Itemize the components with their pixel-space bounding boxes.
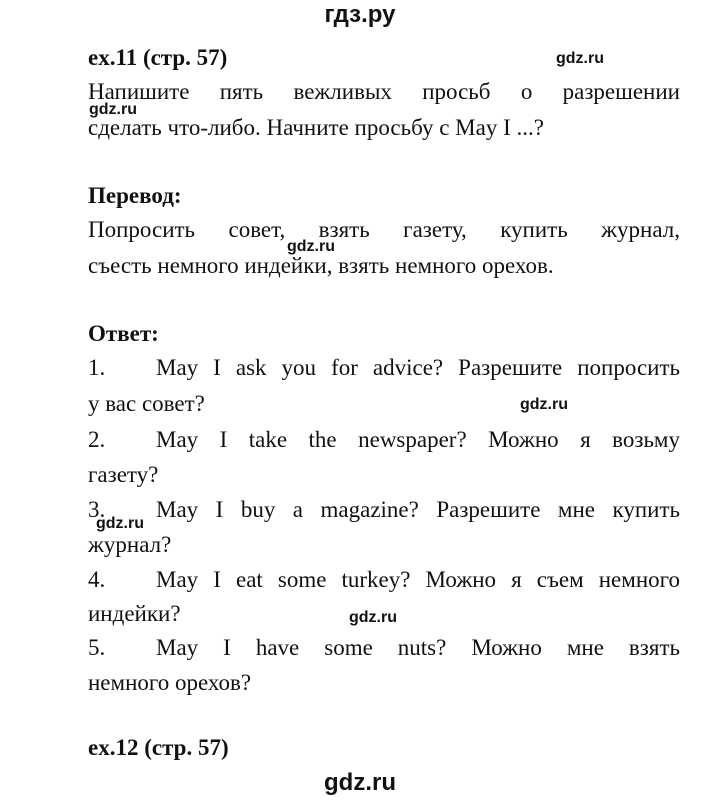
- watermark: gdz.ru: [349, 609, 397, 626]
- answer-item-line: газету?: [88, 462, 159, 487]
- translation-line-2: съесть немного индейки, взять немного орехов.: [88, 253, 554, 278]
- answer-item-line: May I take the newspaper? Можно я возьму: [156, 427, 680, 452]
- watermark: gdz.ru: [556, 50, 604, 67]
- answer-heading: Ответ:: [88, 321, 159, 346]
- site-footer: gdz.ru: [324, 769, 396, 796]
- next-exercise-title: ex.12 (стр. 57): [88, 735, 229, 760]
- answer-item-number: 2.: [88, 427, 106, 452]
- answer-item-line: May I ask you for advice? Разрешите попросить: [156, 355, 680, 380]
- answer-item-line: у вас совет?: [88, 391, 205, 416]
- task-line-1: Напишите пять вежливых просьб о разрешении: [88, 79, 680, 104]
- watermark: gdz.ru: [520, 396, 568, 413]
- answer-item-line: индейки?: [88, 601, 181, 626]
- answer-item-line: May I buy a magazine? Разрешите мне купить: [156, 497, 680, 522]
- answer-item-number: 4.: [88, 567, 106, 592]
- exercise-title: ex.11 (стр. 57): [88, 45, 228, 70]
- answer-item-line: журнал?: [88, 532, 172, 557]
- answer-item-number: 3.: [88, 497, 106, 522]
- watermark: gdz.ru: [287, 238, 335, 255]
- task-line-2: сделать что-либо. Начните просьбу с May I ...?: [88, 115, 544, 140]
- answer-item-line: May I eat some turkey? Можно я съем немного: [156, 567, 680, 592]
- translation-line-1: Попросить совет, взять газету, купить журнал,: [88, 217, 680, 242]
- translation-heading: Перевод:: [88, 183, 182, 208]
- answer-item-number: 5.: [88, 635, 106, 660]
- answer-item-number: 1.: [88, 355, 106, 380]
- site-header: гдз.ру: [324, 1, 396, 28]
- watermark: gdz.ru: [96, 515, 144, 532]
- watermark: gdz.ru: [89, 101, 137, 118]
- answer-item-line: немного орехов?: [88, 670, 252, 695]
- answer-item-line: May I have some nuts? Можно мне взять: [156, 635, 680, 660]
